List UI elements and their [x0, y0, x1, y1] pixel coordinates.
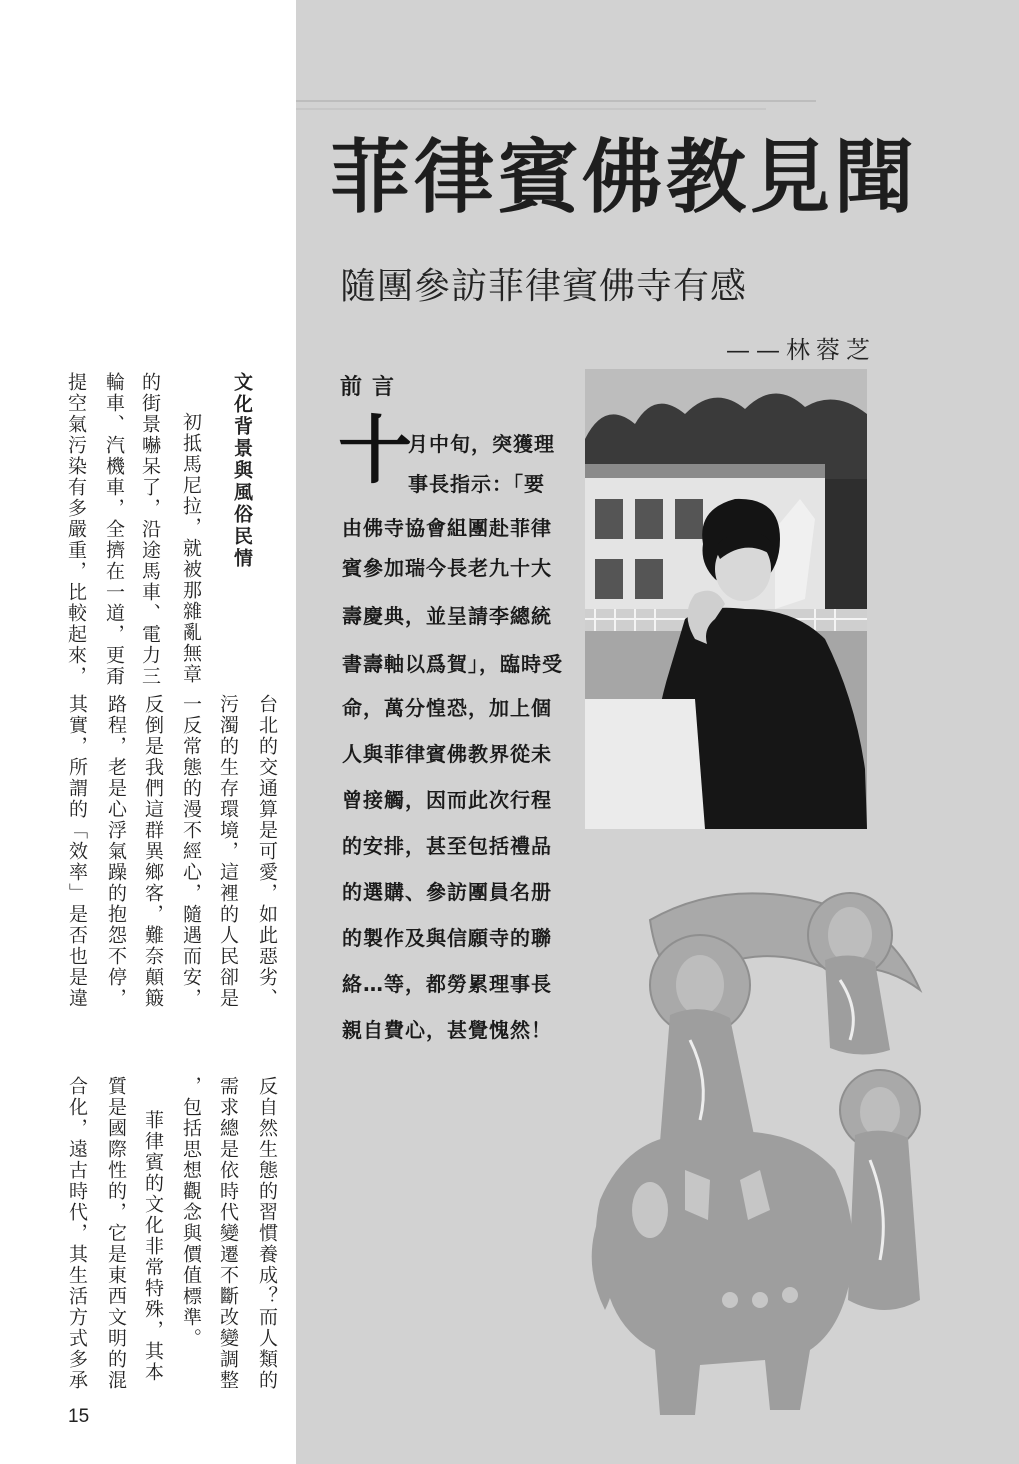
body-column: 其實，所謂的「效率」是否也是違: [66, 694, 88, 1009]
body-column: 菲律賓的文化非常特殊，其本: [142, 1110, 164, 1383]
preface-line: 書壽軸以爲賀」，臨時受: [342, 652, 563, 676]
preface-line: 賓參加瑞今長老九十大: [342, 556, 552, 580]
body-column: 的街景嚇呆了，沿途馬車、電力三: [139, 372, 161, 687]
preface-line: 命，萬分惶恐，加上個: [342, 696, 552, 720]
preface-line: 月中旬，突獲理: [408, 432, 555, 456]
body-column: 台北的交通算是可愛，如此惡劣、: [256, 694, 278, 1009]
body-column: 需求總是依時代變遷不斷改變調整: [217, 1076, 239, 1391]
preface-heading: 前言: [340, 374, 405, 400]
body-column: 初抵馬尼拉，就被那雜亂無章: [180, 412, 202, 685]
body-column: 反自然生態的習慣養成？而人類的: [256, 1076, 278, 1391]
decorative-line: [296, 100, 816, 102]
preface-line: 的選購、參訪團員名册: [342, 880, 552, 904]
body-column: 路程，老是心浮氣躁的抱怨不停，: [105, 694, 127, 1009]
body-column: 質是國際性的，它是東西文明的混: [105, 1076, 127, 1391]
author-photo: [585, 369, 867, 829]
preface-line: 人與菲律賓佛教界從未: [342, 742, 552, 766]
page-number: 15: [68, 1406, 90, 1427]
body-column: 一反常態的漫不經心，隨遇而安，: [180, 694, 202, 1009]
preface-line: 曾接觸，因而此次行程: [342, 788, 552, 812]
body-column: ，包括思想觀念與價值標準。: [180, 1076, 202, 1349]
preface-line: 事長指示：「要: [408, 472, 545, 496]
drop-cap: 十: [338, 408, 412, 494]
body-column: 反倒是我們這群異鄉客，難奈顛簸: [142, 694, 164, 1009]
decorative-line: [296, 108, 766, 110]
buddhist-figures-artwork: [590, 880, 980, 1420]
body-column: 輪車、汽機車，全擠在一道，更甭: [103, 372, 125, 687]
preface-line: 由佛寺協會組團赴菲律: [342, 516, 552, 540]
preface-line: 親自費心，甚覺愧然！: [342, 1018, 552, 1042]
section-heading-culture: 文化背景與風俗民情: [231, 372, 253, 570]
preface-line: 壽慶典，並呈請李總統: [342, 604, 552, 628]
article-title: 菲律賓佛教見聞: [330, 131, 918, 224]
body-column: 合化，遠古時代，其生活方式多承: [66, 1076, 88, 1391]
article-subtitle: 隨團參訪菲律賓佛寺有感: [340, 266, 748, 307]
artwork-illustration: [590, 880, 980, 1420]
preface-line: 的製作及與信願寺的聯: [342, 926, 552, 950]
photo-illustration: [585, 369, 867, 829]
preface-line: 絡…等，都勞累理事長: [342, 972, 552, 996]
author-byline: ——林蓉芝: [726, 336, 876, 364]
body-column: 提空氣污染有多嚴重，比較起來，: [65, 372, 87, 687]
preface-line: 的安排，甚至包括禮品: [342, 834, 552, 858]
body-column: 污濁的生存環境，這裡的人民卻是: [217, 694, 239, 1009]
